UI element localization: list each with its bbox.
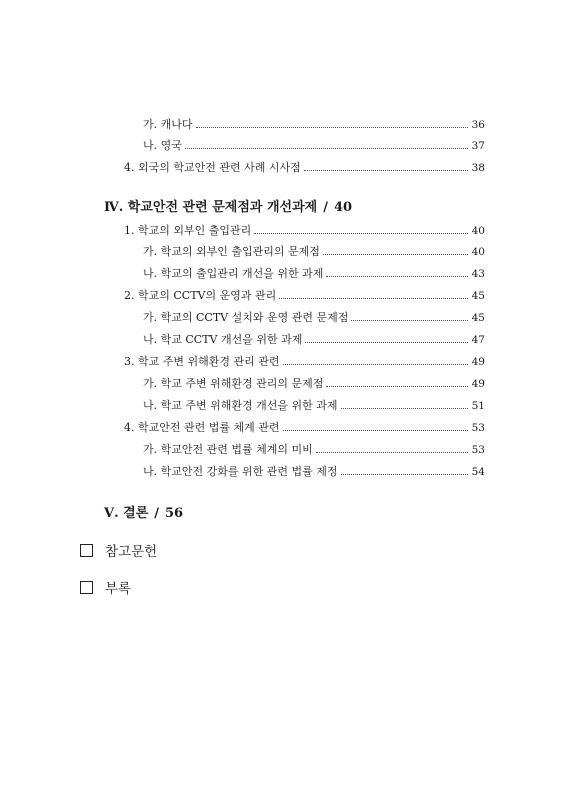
toc-page-number: 36 (471, 119, 485, 131)
toc-page-number: 45 (471, 290, 485, 302)
toc-entry-label: 1. 학교의 외부인 출입관리 (124, 224, 252, 237)
toc-entry-access-tasks (143, 267, 485, 281)
toc-entry-label: 가. 학교의 외부인 출입관리의 문제점 (143, 245, 320, 258)
square-bullet-icon (80, 581, 93, 594)
toc-entry-hazard-tasks (143, 399, 485, 413)
toc-leader-dots (326, 386, 467, 387)
toc-entry-label: 가. 학교안전 관련 법률 체계의 미비 (143, 443, 313, 456)
toc-entry-label: 나. 학교안전 강화를 위한 관련 법률 제정 (143, 465, 338, 478)
toc-entry-label: 가. 학교 주변 위해환경 관리의 문제점 (143, 377, 324, 390)
toc-entry-hazard-problems (143, 377, 485, 391)
chapter-title: Ⅳ. 학교안전 관련 문제점과 개선과제 (104, 200, 318, 215)
toc-leader-dots (316, 452, 468, 453)
toc-entry-legal-framework (124, 421, 485, 435)
toc-entry-hazard-environment (124, 355, 485, 369)
toc-entry-access-problems (143, 245, 485, 259)
chapter-separator: / (323, 200, 328, 215)
toc-entry-label: 나. 학교 주변 위해환경 개선을 위한 과제 (143, 399, 338, 412)
toc-leader-dots (323, 254, 468, 255)
toc-entry-cctv (124, 289, 485, 303)
toc-page-number: 49 (471, 378, 485, 390)
toc-leader-dots (341, 474, 468, 475)
toc-chapter-iv (104, 196, 352, 215)
toc-entry-cctv-problems (143, 311, 485, 325)
toc-entry-cctv-tasks (143, 333, 485, 347)
toc-entry-label: 2. 학교의 CCTV의 운영과 관리 (124, 289, 277, 302)
chapter-page-number: 56 (165, 506, 184, 521)
toc-appendix (80, 577, 131, 597)
toc-entry-label: 가. 캐나다 (143, 118, 193, 131)
toc-entry-legal-gaps (143, 443, 485, 457)
toc-leader-dots (305, 342, 467, 343)
toc-page-number: 53 (471, 444, 485, 456)
toc-entry-label: 나. 학교 CCTV 개선을 위한 과제 (143, 333, 303, 346)
toc-page-number: 49 (471, 356, 485, 368)
toc-entry-legal-enactment (143, 465, 485, 479)
toc-leader-dots (304, 170, 468, 171)
toc-entry-label: 3. 학교 주변 위해환경 관리 관련 (124, 355, 280, 368)
toc-page-number: 40 (471, 246, 485, 258)
toc-entry-label: 나. 영국 (143, 139, 182, 152)
toc-entry-foreign-implications (124, 161, 485, 175)
toc-page-number: 51 (471, 400, 485, 412)
toc-page-number: 40 (471, 225, 485, 237)
toc-page-number: 38 (471, 162, 485, 174)
chapter-page-number: 40 (333, 200, 353, 215)
toc-leader-dots (254, 233, 467, 234)
appendix-label: 부록 (105, 581, 132, 597)
toc-leader-dots (279, 298, 467, 299)
chapter-separator: / (154, 506, 160, 521)
square-bullet-icon (80, 544, 93, 557)
toc-leader-dots (283, 430, 468, 431)
toc-leader-dots (185, 148, 468, 149)
toc-leader-dots (351, 320, 467, 321)
toc-page-number: 47 (471, 334, 485, 346)
toc-entry-label: 나. 학교의 출입관리 개선을 위한 과제 (143, 267, 324, 280)
toc-entry-label: 4. 학교안전 관련 법률 체계 관련 (124, 421, 280, 434)
toc-entry-label: 4. 외국의 학교안전 관련 사례 시사점 (124, 161, 301, 174)
toc-entry-canada (143, 118, 485, 132)
toc-leader-dots (196, 127, 468, 128)
toc-page-number: 37 (471, 140, 485, 152)
toc-entry-uk (143, 139, 485, 153)
toc-entry-outsider-access (124, 224, 485, 238)
toc-chapter-v (104, 502, 183, 521)
toc-page-number: 45 (471, 312, 485, 324)
references-label: 참고문헌 (105, 544, 158, 560)
toc-leader-dots (326, 276, 467, 277)
toc-page-number: 53 (471, 422, 485, 434)
toc-leader-dots (283, 364, 468, 365)
toc-leader-dots (341, 408, 468, 409)
toc-page-number: 54 (471, 466, 485, 478)
chapter-title: Ⅴ. 결론 (104, 506, 149, 521)
toc-entry-label: 가. 학교의 CCTV 설치와 운영 관련 문제점 (143, 311, 349, 324)
toc-page-number: 43 (471, 268, 485, 280)
toc-references (80, 540, 157, 560)
